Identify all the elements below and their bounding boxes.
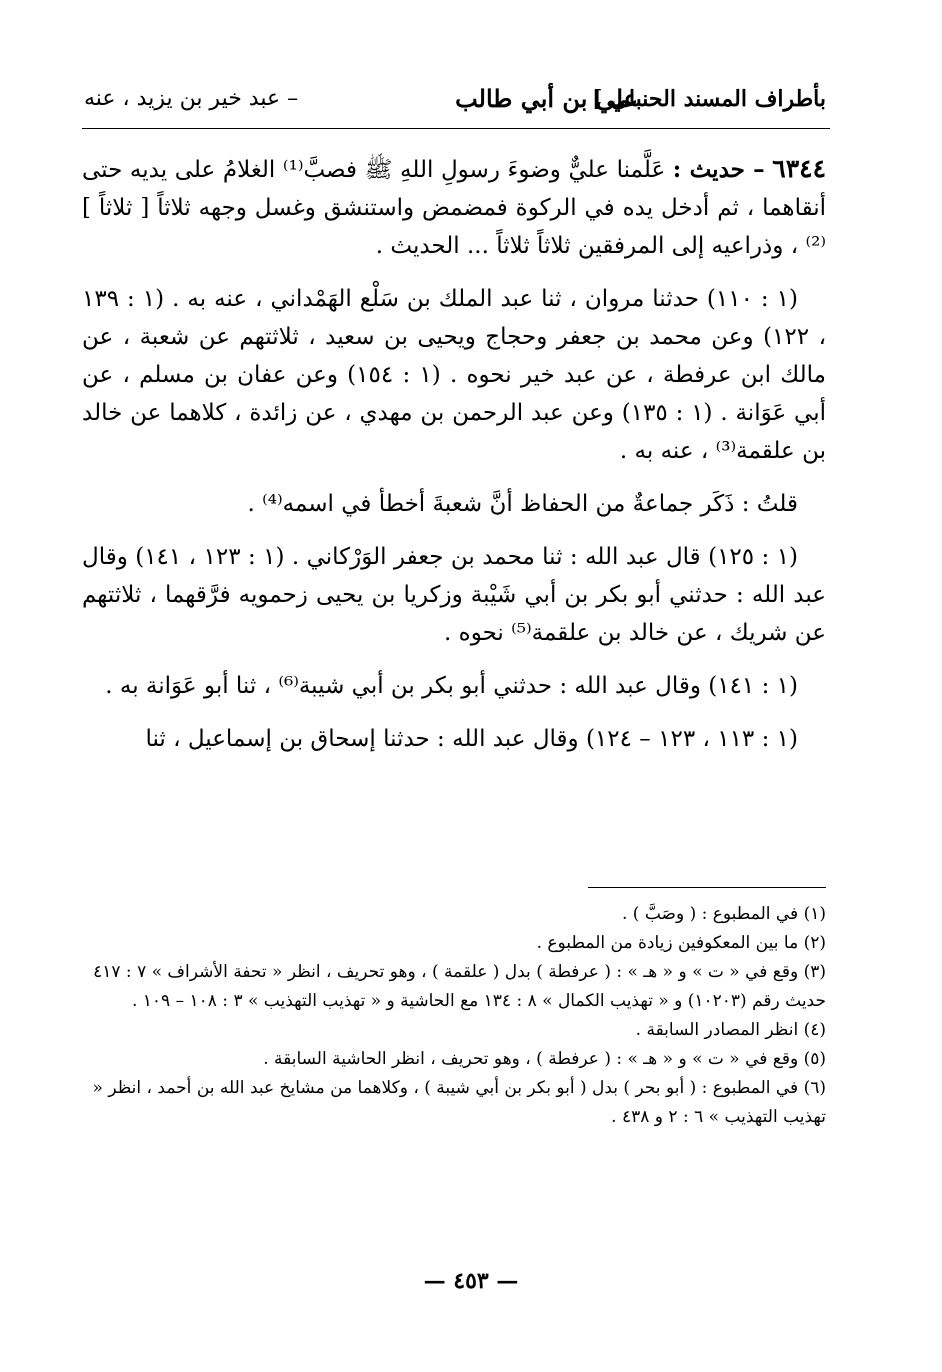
header-section: – عبد خير بن يزيد ، عنه bbox=[84, 86, 299, 111]
header-musnad-name: علي بن أبي طالب bbox=[455, 84, 638, 113]
footnote-2: (٢) ما بين المعكوفين زيادة من المطبوع . bbox=[536, 933, 826, 953]
running-header bbox=[84, 84, 826, 124]
remark-paragraph: قلتُ : ذَكَر جماعةٌ من الحفاظ أنَّ شعبةَ أخطأ في اسمه⁽⁴⁾ . bbox=[247, 491, 798, 517]
footnote-3: (٣) وقع في « ت » و « هـ » : ( عرفطة ) بدل ( علقمة ) ، وهو تحريف ، انظر « تحفة الأشراف » ٧ : ٤١٧ حديث رقم (١٠٢٠٣) و « تهذيب الكمال » ٨ : ١٣٤ مع الحاشية و « تهذيب التهذيب » ٣ : ١٠٨ – ١٠٩ . bbox=[93, 962, 826, 1011]
footnote-1: (١) في المطبوع : ( وصَبَّ ) . bbox=[621, 904, 826, 924]
isnad-paragraph-1: (١ : ١١٠) حدثنا مروان ، ثنا عبد الملك بن سَلْع الهَمْداني ، عنه به . (١ : ١٣٩ ، ١٢٢) وعن محمد بن جعفر وحجاج ويحيى بن سعيد ، ثلاثتهم عن شعبة ، عن مالك ابن عرفطة ، عن عبد خير نحوه . (١ : ١٥٤) وعن عفان بن مسلم ، عن أبي عَوَانة . (١ : ١٣٥) وعن عبد الرحمن بن مهدي ، عن زائدة ، كلاهما عن خالد بن علقمة⁽³⁾ ، عنه به . bbox=[82, 286, 826, 464]
header-book-title: بأطراف المسند الحنبلي ] bbox=[591, 86, 826, 112]
isnad-paragraph-2: (١ : ١٢٥) قال عبد الله : ثنا محمد بن جعفر الوَرْكاني . (١ : ١٢٣ ، ١٤١) وقال عبد الله : حدثني أبو بكر بن أبي شَيْبة وزكريا بن يحيى زحمويه فرَّقهما ، ثلاثتهم عن شريك ، عن خالد بن علقمة⁽⁵⁾ نحوه . bbox=[82, 544, 826, 646]
footnote-4: (٤) انظر المصادر السابقة . bbox=[635, 1020, 826, 1040]
footnotes bbox=[82, 900, 826, 1132]
footnote-5: (٥) وقع في « ت » و « هـ » : ( عرفطة ) ، وهو تحريف ، انظر الحاشية السابقة . bbox=[263, 1049, 826, 1069]
hadith-label: – حديث : bbox=[672, 156, 765, 183]
hadith-number: ٦٣٤٤ bbox=[772, 154, 826, 183]
footnote-rule bbox=[588, 887, 826, 888]
footnote-6: (٦) في المطبوع : ( أبو بحر ) بدل ( أبو بكر بن أبي شيبة ) ، وكلاهما من مشايخ عبد الله بن أحمد ، انظر « تهذيب التهذيب » ٦ : ٢ و ٤٣٨ . bbox=[92, 1078, 826, 1127]
isnad-paragraph-4: (١ : ١١٣ ، ١٢٣ – ١٢٤) وقال عبد الله : حدثنا إسحاق بن إسماعيل ، ثنا bbox=[145, 726, 798, 752]
main-text bbox=[82, 150, 826, 773]
header-rule bbox=[82, 128, 830, 129]
hadith-text: عَلَّمنا عليٌّ وضوءَ رسولِ اللهِ ﷺ فصبَّ⁽¹⁾ الغلامُ على يديه حتى أنقاهما ، ثم أدخل يده في الركوة فمضمض واستنشق وغسل وجهه ثلاثاً [ ثلاثاً ]⁽²⁾ ، وذراعيه إلى المرفقين ثلاثاً ثلاثاً ... الحديث . bbox=[82, 157, 826, 259]
isnad-paragraph-3: (١ : ١٤١) وقال عبد الله : حدثني أبو بكر بن أبي شيبة⁽⁶⁾ ، ثنا أبو عَوَانة به . bbox=[105, 673, 798, 699]
hadith-paragraph bbox=[82, 150, 826, 265]
page-number: — ٤٥٣ — bbox=[423, 1268, 519, 1294]
